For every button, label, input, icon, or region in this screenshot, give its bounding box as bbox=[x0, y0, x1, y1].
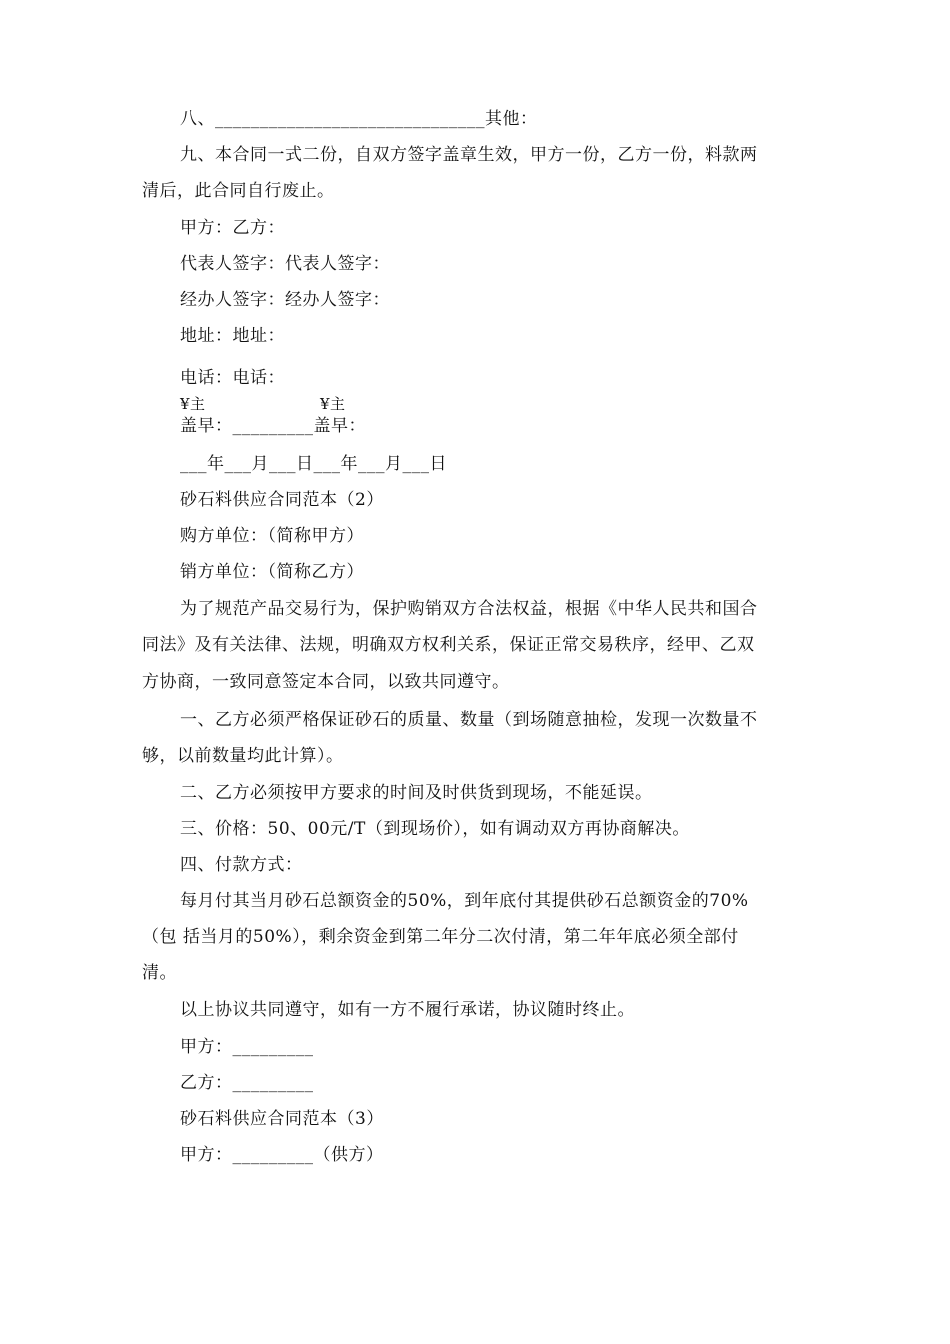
preamble-line-1: 为了规范产品交易行为，保护购销双方合法权益，根据《中华人民共和国合 bbox=[180, 599, 758, 619]
clause-4-title: 四、付款方式： bbox=[180, 855, 303, 875]
seal-mark-right: ¥主 bbox=[320, 395, 346, 413]
party-a-supplier: 甲方：_________（供方） bbox=[180, 1145, 384, 1165]
phone-labels: 电话：电话： bbox=[180, 368, 285, 388]
clause-9-line-2: 清后，此合同自行废止。 bbox=[142, 181, 335, 201]
party-a-signature: 甲方：_________ bbox=[180, 1037, 314, 1057]
clause-3: 三、价格：50、00元/T（到现场价），如有调动双方再协商解决。 bbox=[180, 819, 690, 839]
clause-2: 二、乙方必须按甲方要求的时间及时供货到现场，不能延误。 bbox=[180, 783, 653, 803]
preamble-line-2: 同法》及有关法律、法规，明确双方权利关系，保证正常交易秩序，经甲、乙双 bbox=[142, 635, 755, 655]
seller-unit: 销方单位：（简称乙方） bbox=[180, 562, 364, 582]
clause-1-line-1: 一、乙方必须严格保证砂石的质量、数量（到场随意抽检，发现一次数量不 bbox=[180, 710, 758, 730]
section-title-3: 砂石料供应合同范本（3） bbox=[180, 1109, 384, 1129]
clause-9-line-1: 九、本合同一式二份，自双方签字盖章生效，甲方一份，乙方一份，料款两 bbox=[180, 145, 758, 165]
clause-1-line-2: 够，以前数量均此计算）。 bbox=[142, 746, 344, 766]
buyer-unit: 购方单位：（简称甲方） bbox=[180, 526, 364, 546]
seal-mark-left: ¥主 bbox=[180, 395, 206, 413]
party-labels: 甲方：乙方： bbox=[180, 218, 285, 238]
handler-signature-labels: 经办人签字：经办人签字： bbox=[180, 290, 390, 310]
section-title-2: 砂石料供应合同范本（2） bbox=[180, 490, 384, 510]
seal-labels: 盖早：_________盖早： bbox=[180, 416, 366, 436]
party-b-signature: 乙方：_________ bbox=[180, 1073, 314, 1093]
termination-clause: 以上协议共同遵守，如有一方不履行承诺，协议随时终止。 bbox=[180, 1000, 635, 1020]
preamble-line-3: 方协商，一致同意签定本合同，以致共同遵守。 bbox=[142, 672, 510, 692]
payment-line-3: 清。 bbox=[142, 963, 177, 983]
payment-line-1: 每月付其当月砂石总额资金的50%，到年底付其提供砂石总额资金的70% bbox=[180, 891, 749, 911]
payment-line-2: （包 括当月的50%），剩余资金到第二年分二次付清，第二年年底必须全部付 bbox=[142, 927, 739, 947]
date-fields: ___年___月___日___年___月___日 bbox=[180, 454, 447, 474]
representative-signature-labels: 代表人签字：代表人签字： bbox=[180, 254, 390, 274]
address-labels: 地址：地址： bbox=[180, 326, 285, 346]
clause-8: 八、______________________________其他： bbox=[180, 109, 538, 129]
